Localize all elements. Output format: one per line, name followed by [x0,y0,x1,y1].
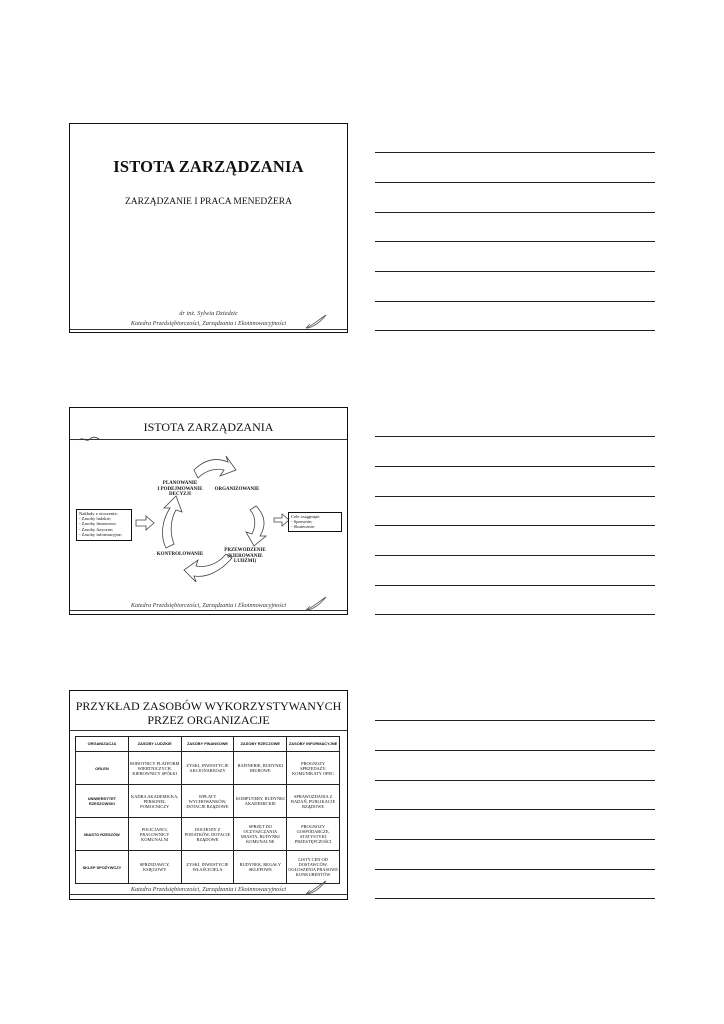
table-cell: SPRZĘT DO OCZYSZCZANIA MIASTA, BUDYNKI KOMUNALNE [234,818,287,851]
table-cell: ORLEN [76,752,129,785]
slide-1-subtitle: ZARZĄDZANIE I PRACA MENEDŻERA [124,197,293,207]
note-line [375,720,655,721]
table-cell: LISTY CEN OD DOSTAWCÓW, OGŁOSZENIA PRASOWE KONKURENTÓW [287,851,340,884]
table-header: ZASOBY RZECZOWE [234,737,287,752]
table-row [76,785,340,818]
slide-1-title: ISTOTA ZARZĄDZANIA [113,157,304,176]
outputs-box: Cele osiągnięte: - Sprawnie; - Skutecznie; [288,512,342,532]
note-line [375,466,655,467]
table-cell: POLICJANCI, PRACOWNICY KOMUNALNI [128,818,181,851]
table-header: ZASOBY INFORMACYJNE [287,737,340,752]
slide-1-author: dr inż. Sylwia Dziedzic [179,310,238,317]
note-line [375,898,655,899]
note-line [375,212,655,213]
note-line [375,585,655,586]
slide-3-title-rule [70,730,347,731]
note-line [375,330,655,331]
table-row [76,851,340,884]
table-cell: PROGNOZY SPRZEDAŻY, KOMUNIKATY OPEC [287,752,340,785]
slide-3-title-line1: PRZYKŁAD ZASOBÓW WYKORZYSTYWANYCH [75,699,342,713]
slide-2-title: ISTOTA ZARZĄDZANIA [143,420,274,434]
table-cell: WPŁATY WYCHOWANKÓW, DOTACJE RZĄDOWE [181,785,234,818]
slide-3-title [70,699,347,727]
table-cell: ZYSKI, INWESTYCJE AKCJONARIUSZY [181,752,234,785]
note-line [375,271,655,272]
inputs-box: Nakłady z otoczenia: - Zasoby ludzkie; - Zasoby finansowe; - Zasoby fizyczne; - Zasoby informacyjne; [76,509,132,541]
note-line [375,839,655,840]
slide-1-footer: Katedra Przedsiębiorczości, Zarządzania i Ekoinnowacyjności [130,320,287,327]
table-cell: BUDYNEK, REGAŁY SKLEPOWE [234,851,287,884]
table-cell: PROGNOZY GOSPODARCZE, STATYSTYKI PRZESTĘPCZOŚCI [287,818,340,851]
table-cell: SPRAWOZDANIA Z BADAŃ, PUBLIKACJE RZĄDOWE [287,785,340,818]
note-line [375,555,655,556]
note-line [375,780,655,781]
table-cell: DOCHODY Z PODATKÓW, DOTACJE RZĄDOWE [181,818,234,851]
table-cell: RAFINERIE, BUDYNKI BIUROWE [234,752,287,785]
quill-pen-icon [304,596,328,612]
table-header: ZASOBY FINANSOWE [181,737,234,752]
note-line [375,182,655,183]
slide-2-footer: Katedra Przedsiębiorczości, Zarządzania i Ekoinnowacyjności [130,602,287,609]
table-cell: MIASTO RZESZÓW [76,818,129,851]
note-line [375,525,655,526]
table-row [76,752,340,785]
table-header: ORGANIZACJA [76,737,129,752]
table-row [76,818,340,851]
slide-1 [69,123,348,333]
note-line [375,869,655,870]
table-cell: SKLEP SPOŻYWCZY [76,851,129,884]
table-cell: KADRA AKADEMICKA, PERSONEL POMOCNICZY [128,785,181,818]
resources-table [75,736,340,884]
table-cell: SPRZEDAWCY, KSIĘGOWY [128,851,181,884]
slide-2 [69,407,348,615]
note-line [375,301,655,302]
slide-3 [69,690,348,900]
quill-pen-icon [304,880,328,896]
note-line [375,436,655,437]
table-cell: ZYSKI, INWESTYCJE WŁAŚCICIELA [181,851,234,884]
note-line [375,241,655,242]
note-line [375,614,655,615]
table-cell: UNIWERSYTET RZESZOWSKI [76,785,129,818]
organizowanie-label: ORGANIZOWANIE [214,487,260,492]
table-cell: ROBOTNICY PLATFORM WIERTNICZYCH, KIEROWNICY SPÓŁKI [128,752,181,785]
table-cell: KOMPUTERY, BUDYNKI AKADEMICKIE [234,785,287,818]
kontrolowanie-label: KONTROLOWANIE [156,552,204,557]
quill-pen-icon [304,314,328,330]
przewodzenie-label: PRZEWODZENIE (KIEROWANIE LUDŹMI) [224,548,266,565]
note-line [375,496,655,497]
note-line [375,152,655,153]
note-line [375,750,655,751]
table-header-row [76,737,340,752]
slide-3-footer: Katedra Przedsiębiorczości, Zarządzania i Ekoinnowacyjności [130,886,287,893]
slide-3-title-line2: PRZEZ ORGANIZACJE [147,713,270,727]
planowanie-label: PLANOWANIE I PODEJMOWANIE DECYZJI [157,481,203,498]
note-line [375,809,655,810]
table-header: ZASOBY LUDZKIE [128,737,181,752]
